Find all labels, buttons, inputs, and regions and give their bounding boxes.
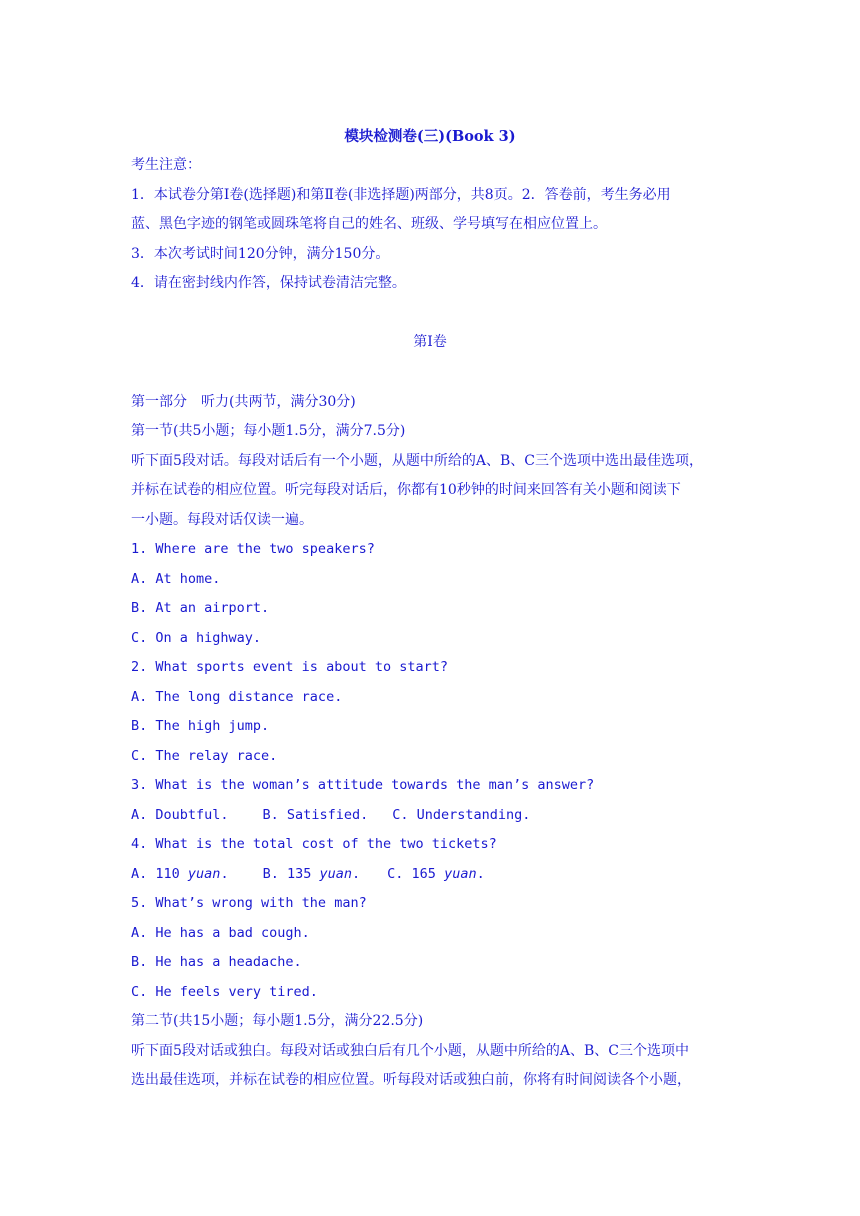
question-3-stem: 3. What is the woman’s attitude towards the man’s answer?	[131, 777, 595, 793]
section1-heading: 第一节(共5小题；每小题1.5分，满分7.5分)	[131, 423, 406, 439]
question-1-stem: 1. Where are the two speakers?	[131, 541, 375, 557]
part1-heading: 第一部分 听力(共两节，满分30分)	[131, 394, 356, 410]
question-4-option-b-amount: B. 135	[262, 866, 312, 882]
question-4-stem: 4. What is the total cost of the two tickets?	[131, 836, 497, 852]
question-5-stem: 5. What’s wrong with the man?	[131, 895, 367, 911]
question-4-option-b-unit: yuan	[319, 866, 353, 882]
notice-item-4: 4．请在密封线内作答，保持试卷清洁完整。	[131, 275, 406, 291]
question-4-option-c-period: .	[476, 866, 485, 882]
question-4-option-a-unit: yuan	[187, 866, 221, 882]
question-3-option-c: C. Understanding.	[392, 807, 531, 823]
exam-title: 模块检测卷(三)(Book 3)	[344, 128, 516, 145]
question-3-options	[131, 805, 731, 825]
question-2-stem: 2. What sports event is about to start?	[131, 659, 448, 675]
question-4-option-c-unit: yuan	[444, 866, 477, 882]
question-1-option-b: B. At an airport.	[131, 600, 270, 616]
notice-item-1-line-2: 蓝、黑色字迹的钢笔或圆珠笔将自己的姓名、班级、学号填写在相应位置上。	[131, 216, 607, 232]
question-4-option-c	[387, 864, 485, 884]
question-2-option-c: C. The relay race.	[131, 748, 278, 764]
volume-heading: 第Ⅰ卷	[413, 334, 447, 350]
section2-instruction-line-1: 听下面5段对话或独白。每段对话或独白后有几个小题，从题中所给的A、B、C三个选项中	[131, 1043, 690, 1059]
section1-instruction-line-3: 一小题。每段对话仅读一遍。	[131, 512, 313, 528]
section2-heading: 第二节(共15小题；每小题1.5分，满分22.5分)	[131, 1013, 424, 1029]
question-2-option-a: A. The long distance race.	[131, 689, 343, 705]
question-3-option-a: A. Doubtful.	[131, 807, 229, 823]
question-4-option-a-period: .	[220, 866, 229, 882]
question-3-option-b: B. Satisfied.	[262, 807, 369, 823]
notice-heading: 考生注意：	[131, 157, 201, 173]
question-5-option-a: A. He has a bad cough.	[131, 925, 310, 941]
question-2-option-b: B. The high jump.	[131, 718, 270, 734]
section1-instruction-line-1: 听下面5段对话。每段对话后有一个小题，从题中所给的A、B、C三个选项中选出最佳选项，	[131, 453, 704, 469]
question-4-option-b-period: .	[352, 866, 361, 882]
question-1-option-c: C. On a highway.	[131, 630, 262, 646]
section1-instruction-line-2: 并标在试卷的相应位置。听完每段对话后，你都有10秒钟的时间来回答有关小题和阅读下	[131, 482, 681, 498]
question-4-option-c-amount: C. 165	[387, 866, 436, 882]
section2-instruction-line-2: 选出最佳选项，并标在试卷的相应位置。听每段对话或独白前，你将有时间阅读各个小题，	[131, 1072, 691, 1088]
notice-item-1-line-1: 1．本试卷分第Ⅰ卷(选择题)和第Ⅱ卷(非选择题)两部分，共8页。2．答卷前，考生务必用	[131, 187, 671, 203]
question-5-option-b: B. He has a headache.	[131, 954, 302, 970]
question-4-option-b	[263, 864, 361, 884]
notice-item-3: 3．本次考试时间120分钟，满分150分。	[131, 246, 390, 262]
question-4-option-a	[131, 864, 229, 884]
question-4-option-a-amount: A. 110	[131, 866, 180, 882]
question-1-option-a: A. At home.	[131, 571, 221, 587]
question-4-options	[131, 864, 731, 884]
question-5-option-c: C. He feels very tired.	[131, 984, 318, 1000]
